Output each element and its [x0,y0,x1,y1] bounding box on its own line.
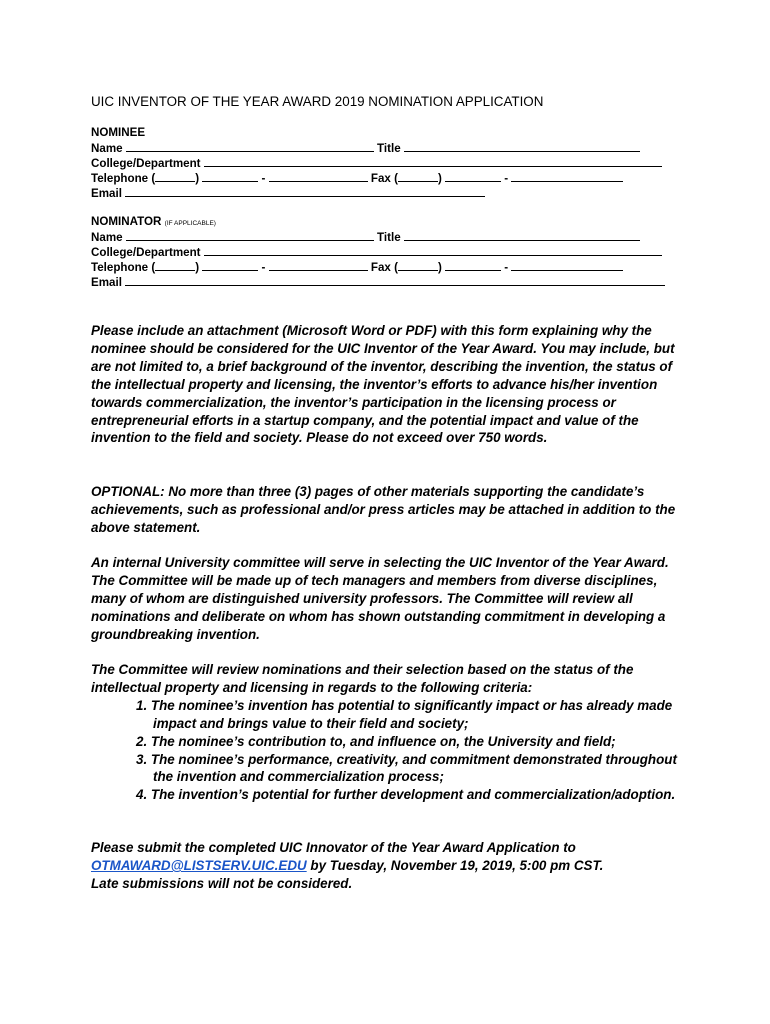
criteria-item: 3. The nominee’s performance, creativity, and commitment demonstrated throughout the invention and commercialization process; [136,751,677,785]
nominator-fax-area[interactable] [398,260,438,271]
nominator-title-label: Title [377,231,401,244]
optional-paragraph [91,483,691,537]
nominator-heading-row [91,215,216,228]
nominator-heading: NOMINATOR [91,215,162,228]
nominee-college-label: College/Department [91,157,201,170]
nominator-name-label: Name [91,231,123,244]
nominee-heading: NOMINEE [91,126,146,139]
nominator-fax-number[interactable] [511,260,623,271]
criteria-item: 2. The nominee’s contribution to, and influence on, the University and field; [136,733,616,749]
nominee-title-field[interactable] [404,141,640,152]
nominator-email-label: Email [91,276,122,289]
nominee-fax-prefix[interactable] [445,171,501,182]
criteria-item: 4. The invention’s potential for further development and commercialization/adoption. [136,787,676,803]
nominator-telephone-row: Telephone ( ) - Fax ( ) - [91,260,623,275]
nominee-college-row [91,156,662,171]
nominator-college-row [91,245,662,260]
late-submission-note: Late submissions will not be considered. [91,875,353,891]
nominee-name-row [91,141,640,156]
nominee-email-label: Email [91,187,122,200]
nominee-telephone-prefix[interactable] [202,171,258,182]
nominee-name-field[interactable] [126,141,374,152]
submission-deadline: by Tuesday, November 19, 2019, 5:00 pm CST. [306,857,604,873]
committee-paragraph [91,554,691,644]
submission-paragraph [91,839,691,893]
nominator-name-row [91,230,640,245]
instructions-paragraph [91,322,691,447]
nominee-telephone-number[interactable] [269,171,368,182]
nominee-fax-number[interactable] [511,171,623,182]
nominator-college-field[interactable] [204,245,662,256]
nominator-telephone-area[interactable] [155,260,195,271]
nominator-name-field[interactable] [126,230,374,241]
submission-email-link[interactable]: OTMAWARD@LISTSERV.UIC.EDU [91,857,307,873]
nominee-fax-label: Fax [370,172,391,185]
nominator-telephone-prefix[interactable] [202,260,258,271]
criteria-item: 1. The nominee’s invention has potential to significantly impact or has already made impact and brings value to their field and society; [136,697,673,731]
nominee-college-field[interactable] [204,156,662,167]
committee-text: An internal University committee will serve in selecting the UIC Inventor of the Year Award. The Committee will be made up of tech managers and members from diverse disciplines, many of whom are distinguished university professors. The Committee will review all nominations and deliberate on whom has shown outstanding commitment in developing a groundbreaking invention. [91,555,669,642]
criteria-section [91,661,691,804]
nominator-telephone-number[interactable] [269,260,368,271]
nominator-title-field[interactable] [404,230,640,241]
nominee-email-row [91,186,485,201]
submission-before: Please submit the completed UIC Innovator of the Year Award Application to [91,840,576,855]
nominator-note: (IF APPLICABLE) [164,220,216,227]
nominee-telephone-row: Telephone ( ) - Fax ( ) - [91,171,623,186]
nominee-fax-area[interactable] [398,171,438,182]
nominee-telephone-label: Telephone [91,172,149,185]
nominator-college-label: College/Department [91,246,201,259]
nominee-name-label: Name [91,142,123,155]
criteria-list [91,697,691,804]
nominator-email-field[interactable] [125,275,665,286]
attachment-instructions: Please include an attachment (Microsoft Word or PDF) with this form explaining why the nominee should be considered for the UIC Inventor of the Year Award. You may include, but are not limited to, a brief background of the inventor, describing the invention, the status of the intellectual property and licensing, the inventor’s efforts to advance his/her invention towards commercialization, the inventor’s participation in the licensing process or entrepreneurial efforts in a startup company, and the potential impact and value of the invention to the field and society. Please do not exceed over 750 words. [91,323,675,446]
nominator-fax-prefix[interactable] [445,260,501,271]
nominee-email-field[interactable] [125,186,485,197]
nominee-telephone-area[interactable] [155,171,195,182]
nominator-fax-label: Fax [370,261,391,274]
nominee-title-label: Title [377,142,401,155]
submission-text [91,839,691,875]
nominator-email-row [91,275,665,290]
criteria-intro: The Committee will review nominations and their selection based on the status of the intellectual property and licensing in regards to the following criteria: [91,662,634,695]
nominator-telephone-label: Telephone [91,261,149,274]
page-title: UIC INVENTOR OF THE YEAR AWARD 2019 NOMINATION APPLICATION [91,94,544,109]
optional-materials-text: OPTIONAL: No more than three (3) pages of other materials supporting the candidate’s achievements, such as professional and/or press articles may be attached in addition to the above statement. [91,484,676,535]
